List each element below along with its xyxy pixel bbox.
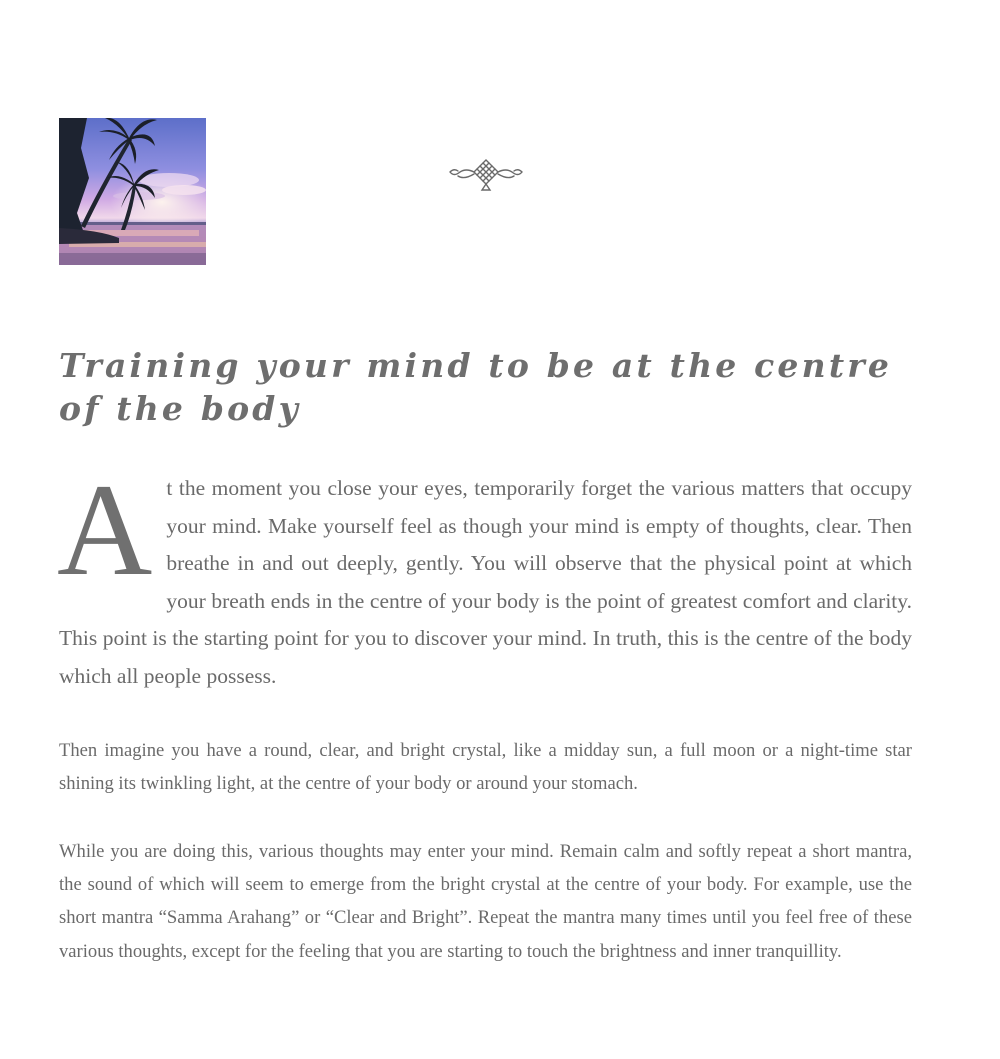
decorative-knot-flourish-icon	[448, 156, 524, 196]
page-title: Training your mind to be at the centre of the body	[59, 346, 893, 428]
drop-cap: A	[57, 456, 153, 603]
body-paragraph-crystal: Then imagine you have a round, clear, and bright crystal, like a midday sun, a full moon or a night-time star shining its twinkling light, at the centre of your body or around your stomach.	[59, 740, 912, 795]
beach-photo	[59, 118, 206, 265]
intro-text: t the moment you close your eyes, temporarily forget the various matters that occupy your mind. Make yourself feel as though your mind is empty of thoughts, clear. Then breathe in and out deeply, gently. You will observe that the physical point at which your breath ends in the centre of your body is the point of greatest comfort and clarity. This point is the starting point for you to discover your mind. In truth, this is the centre of the body which all people possess.	[59, 476, 912, 688]
intro-paragraph	[57, 456, 912, 695]
body-paragraph-mantra: While you are doing this, various thoughts may enter your mind. Remain calm and softly repeat a short mantra, the sound of which will seem to emerge from the bright crystal at the centre of your body. For example, use the short mantra “Samma Arahang” or “Clear and Bright”. Repeat the mantra many times until you feel free of these various thoughts, except for the feeling that you are starting to touch the brightness and inner tranquillity.	[59, 841, 912, 962]
palm-beach-image	[59, 118, 206, 265]
